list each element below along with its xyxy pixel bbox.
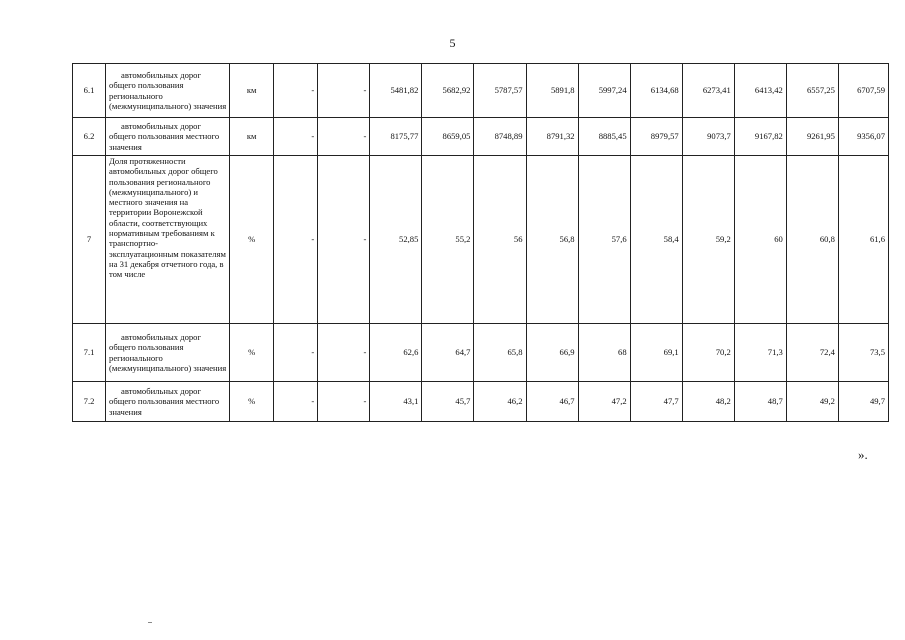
value-cell: 49,2 <box>786 382 838 422</box>
value-cell: 66,9 <box>526 324 578 382</box>
value-cell: 43,1 <box>370 382 422 422</box>
value-cell: 46,7 <box>526 382 578 422</box>
value-cell: 47,7 <box>630 382 682 422</box>
indicator-name: автомобильных дорог общего пользования регионального (межмуниципального) значения <box>106 324 230 382</box>
value-cell: 68 <box>578 324 630 382</box>
value-cell: 5787,57 <box>474 64 526 118</box>
table-row <box>73 156 889 324</box>
value-cell: 6557,25 <box>786 64 838 118</box>
row-number: 7 <box>73 156 106 324</box>
indicator-name: автомобильных дорог общего пользования регионального (межмуниципального) значения <box>106 64 230 118</box>
value-cell: 5891,8 <box>526 64 578 118</box>
value-cell: 6134,68 <box>630 64 682 118</box>
value-cell: 56 <box>474 156 526 324</box>
value-cell: 49,7 <box>838 382 888 422</box>
value-cell: 9261,95 <box>786 118 838 156</box>
value-cell: 5481,82 <box>370 64 422 118</box>
baseline-cell: - <box>318 118 370 156</box>
value-cell: 48,2 <box>682 382 734 422</box>
closing-quote: ». <box>858 447 868 462</box>
baseline-cell: - <box>318 382 370 422</box>
value-cell: 69,1 <box>630 324 682 382</box>
value-cell: 70,2 <box>682 324 734 382</box>
value-cell: 8175,77 <box>370 118 422 156</box>
value-cell: 5682,92 <box>422 64 474 118</box>
value-cell: 45,7 <box>422 382 474 422</box>
baseline-cell: - <box>318 156 370 324</box>
value-cell: 72,4 <box>786 324 838 382</box>
baseline-cell: - <box>274 324 318 382</box>
value-cell: 9073,7 <box>682 118 734 156</box>
value-cell: 64,7 <box>422 324 474 382</box>
value-cell: 47,2 <box>578 382 630 422</box>
value-cell: 8791,32 <box>526 118 578 156</box>
unit: % <box>230 382 274 422</box>
row-number: 7.1 <box>73 324 106 382</box>
table-row <box>73 382 889 422</box>
row-number: 6.1 <box>73 64 106 118</box>
value-cell: 52,85 <box>370 156 422 324</box>
baseline-cell: - <box>274 382 318 422</box>
value-cell: 8979,57 <box>630 118 682 156</box>
row-number: 7.2 <box>73 382 106 422</box>
value-cell: 9167,82 <box>734 118 786 156</box>
baseline-cell: - <box>318 64 370 118</box>
baseline-cell: - <box>318 324 370 382</box>
value-cell: 55,2 <box>422 156 474 324</box>
unit: % <box>230 324 274 382</box>
indicators-table <box>72 63 889 422</box>
value-cell: 6413,42 <box>734 64 786 118</box>
table-row <box>73 324 889 382</box>
value-cell: 71,3 <box>734 324 786 382</box>
value-cell: 56,8 <box>526 156 578 324</box>
value-cell: 65,8 <box>474 324 526 382</box>
value-cell: 48,7 <box>734 382 786 422</box>
table-row <box>73 64 889 118</box>
row-number: 6.2 <box>73 118 106 156</box>
value-cell: 73,5 <box>838 324 888 382</box>
value-cell: 8885,45 <box>578 118 630 156</box>
value-cell: 61,6 <box>838 156 888 324</box>
value-cell: 46,2 <box>474 382 526 422</box>
table-row <box>73 118 889 156</box>
value-cell: 59,2 <box>682 156 734 324</box>
indicator-name: Доля протяженности автомобильных дорог общего пользования регионального (межмуниципального) и местного значения на территории Воронежской области, соответствующих нормативным требованиям к транспортно-эксплуатационным показателям на 31 декабря отчетного года, в том числе <box>106 156 230 324</box>
scan-artifact <box>148 622 152 623</box>
unit: % <box>230 156 274 324</box>
value-cell: 9356,07 <box>838 118 888 156</box>
baseline-cell: - <box>274 156 318 324</box>
value-cell: 6707,59 <box>838 64 888 118</box>
unit: км <box>230 118 274 156</box>
value-cell: 58,4 <box>630 156 682 324</box>
unit: км <box>230 64 274 118</box>
value-cell: 8659,05 <box>422 118 474 156</box>
value-cell: 60,8 <box>786 156 838 324</box>
value-cell: 60 <box>734 156 786 324</box>
baseline-cell: - <box>274 64 318 118</box>
indicator-name: автомобильных дорог общего пользования местного значения <box>106 118 230 156</box>
indicator-name: автомобильных дорог общего пользования местного значения <box>106 382 230 422</box>
value-cell: 8748,89 <box>474 118 526 156</box>
page-number: 5 <box>449 36 456 50</box>
value-cell: 5997,24 <box>578 64 630 118</box>
value-cell: 62,6 <box>370 324 422 382</box>
value-cell: 6273,41 <box>682 64 734 118</box>
baseline-cell: - <box>274 118 318 156</box>
value-cell: 57,6 <box>578 156 630 324</box>
